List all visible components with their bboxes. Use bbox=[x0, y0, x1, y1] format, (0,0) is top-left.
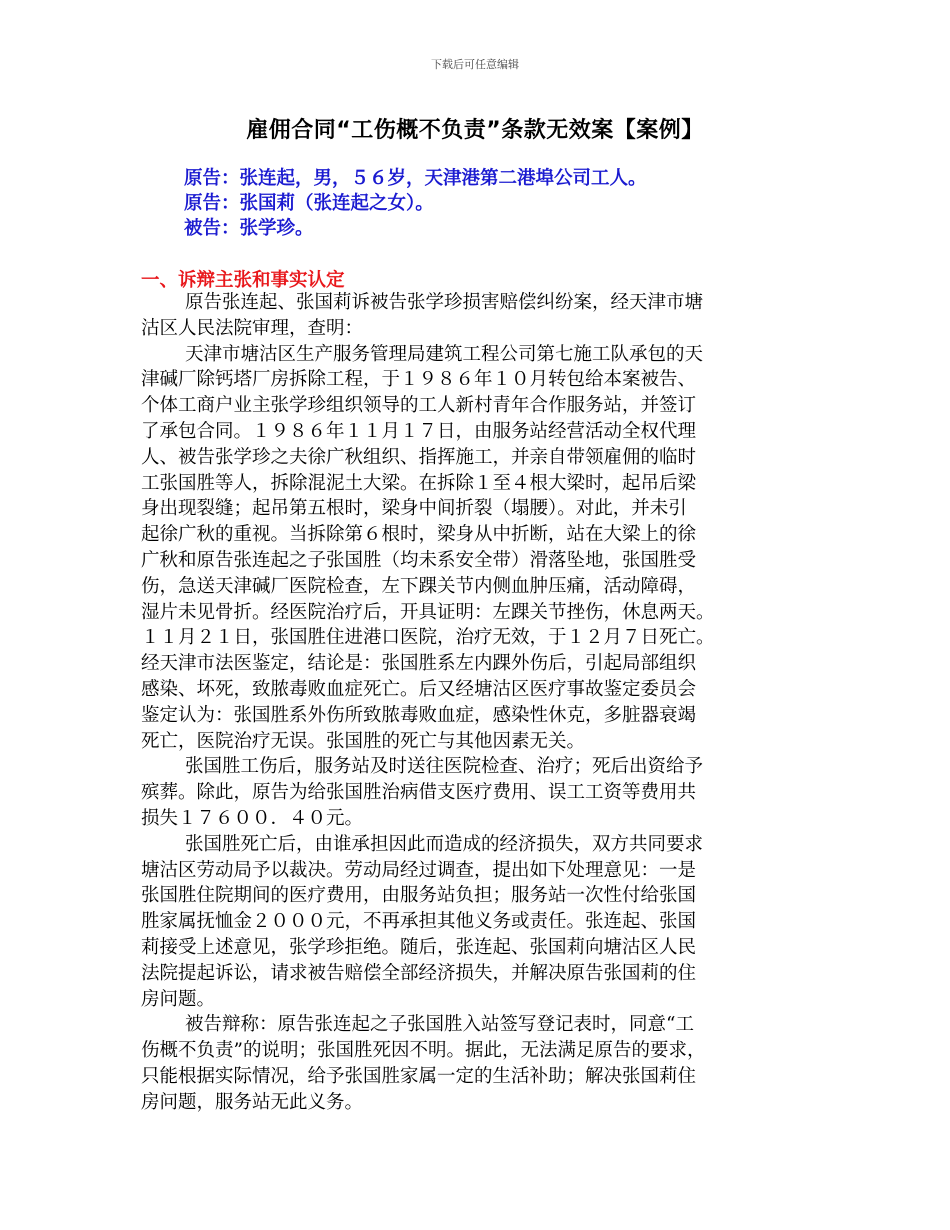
paragraph-line: 广秋和原告张连起之子张国胜（均未系安全带）滑落坠地，张国胜受 bbox=[141, 549, 697, 571]
paragraph-line: 损失１７６００．４０元。 bbox=[141, 807, 364, 829]
paragraph-line: 张国胜工伤后，服务站及时送往医院检查、治疗；死后出资给予 bbox=[185, 756, 704, 778]
paragraph-line: 房问题。 bbox=[141, 988, 216, 1010]
paragraph-line: 鉴定认为：张国胜系外伤所致脓毒败血症，感染性休克，多脏器衰竭 bbox=[141, 704, 697, 726]
paragraph bbox=[141, 1012, 805, 1115]
parties-block bbox=[184, 166, 884, 241]
paragraph-line: 张国胜死亡后，由谁承担因此而造成的经济损失，双方共同要求 bbox=[185, 833, 704, 855]
paragraph bbox=[141, 342, 805, 755]
paragraph bbox=[141, 754, 805, 831]
paragraph-line: 被告辩称：原告张连起之子张国胜入站签写登记表时，同意“工 bbox=[185, 1014, 694, 1036]
paragraph-line: 殡葬。除此，原告为给张国胜治病借支医疗费用、误工工资等费用共 bbox=[141, 782, 697, 804]
paragraph-line: 天津市塘沽区生产服务管理局建筑工程公司第七施工队承包的天 bbox=[185, 343, 704, 365]
section-heading: 一、诉辩主张和事实认定 bbox=[141, 270, 345, 291]
paragraph-line: 张国胜住院期间的医疗费用，由服务站负担；服务站一次性付给张国 bbox=[141, 885, 697, 907]
header-note: 下载后可任意编辑 bbox=[431, 58, 519, 71]
paragraph bbox=[141, 832, 805, 1013]
paragraph-line: 胜家属抚恤金２０００元，不再承担其他义务或责任。张连起、张国 bbox=[141, 911, 697, 933]
paragraph-line: 身出现裂缝；起吊第五根时，梁身中间折裂（塌腰）。对此，并未引 bbox=[141, 498, 687, 520]
paragraph-line: 起徐广秋的重视。当拆除第６根时，梁身从中折断，站在大梁上的徐 bbox=[141, 524, 697, 546]
paragraph-line: 塘沽区劳动局予以裁决。劳动局经过调查，提出如下处理意见：一是 bbox=[141, 859, 697, 881]
paragraph-line: 沽区人民法院审理，查明： bbox=[141, 317, 364, 339]
document-title: 雇佣合同“工伤概不负责”条款无效案【案例】 bbox=[246, 118, 704, 143]
paragraph-line: 感染、坏死，致脓毒败血症死亡。后又经塘沽区医疗事故鉴定委员会 bbox=[141, 678, 697, 700]
paragraph-line: １１月２１日，张国胜住进港口医院，治疗无效，于１２月７日死亡。 bbox=[141, 627, 715, 649]
paragraph-line: 死亡，医院治疗无误。张国胜的死亡与其他因素无关。 bbox=[141, 730, 586, 752]
paragraph-line: 房问题，服务站无此义务。 bbox=[141, 1091, 364, 1113]
paragraph-line: 津碱厂除钙塔厂房拆除工程，于１９８６年１０月转包给本案被告、 bbox=[141, 369, 697, 391]
paragraph-line: 湿片未见骨折。经医院治疗后，开具证明：左踝关节挫伤，休息两天。 bbox=[141, 601, 715, 623]
paragraph-line: 莉接受上述意见，张学珍拒绝。随后，张连起、张国莉向塘沽区人民 bbox=[141, 936, 697, 958]
paragraph-line: 了承包合同。１９８６年１１月１７日，由服务站经营活动全权代理 bbox=[141, 420, 697, 442]
document-body bbox=[141, 290, 805, 1116]
paragraph-line: 工张国胜等人，拆除混泥土大梁。在拆除１至４根大梁时，起吊后梁 bbox=[141, 472, 697, 494]
paragraph-line: 伤，急送天津碱厂医院检查，左下踝关节内侧血肿压痛，活动障碍， bbox=[141, 575, 697, 597]
paragraph-line: 人、被告张学珍之夫徐广秋组织、指挥施工，并亲自带领雇佣的临时 bbox=[141, 446, 697, 468]
paragraph-line: 伤概不负责”的说明；张国胜死因不明。据此，无法满足原告的要求， bbox=[141, 1040, 706, 1062]
paragraph-line: 法院提起诉讼，请求被告赔偿全部经济损失，并解决原告张国莉的住 bbox=[141, 962, 697, 984]
paragraph-line: 原告张连起、张国莉诉被告张学珍损害赔偿纠纷案，经天津市塘 bbox=[185, 292, 704, 313]
paragraph bbox=[141, 290, 805, 342]
party-plaintiff-1: 原告：张连起，男，５６岁，天津港第二港埠公司工人。 bbox=[184, 168, 647, 189]
paragraph-line: 只能根据实际情况，给予张国胜家属一定的生活补助；解决张国莉住 bbox=[141, 1065, 697, 1087]
party-defendant: 被告：张学珍。 bbox=[184, 218, 314, 239]
paragraph-line: 经天津市法医鉴定，结论是：张国胜系左内踝外伤后，引起局部组织 bbox=[141, 653, 697, 675]
party-plaintiff-2: 原告：张国莉（张连起之女）。 bbox=[184, 193, 434, 214]
paragraph-line: 个体工商户业主张学珍组织领导的工人新村青年合作服务站，并签订 bbox=[141, 395, 697, 417]
